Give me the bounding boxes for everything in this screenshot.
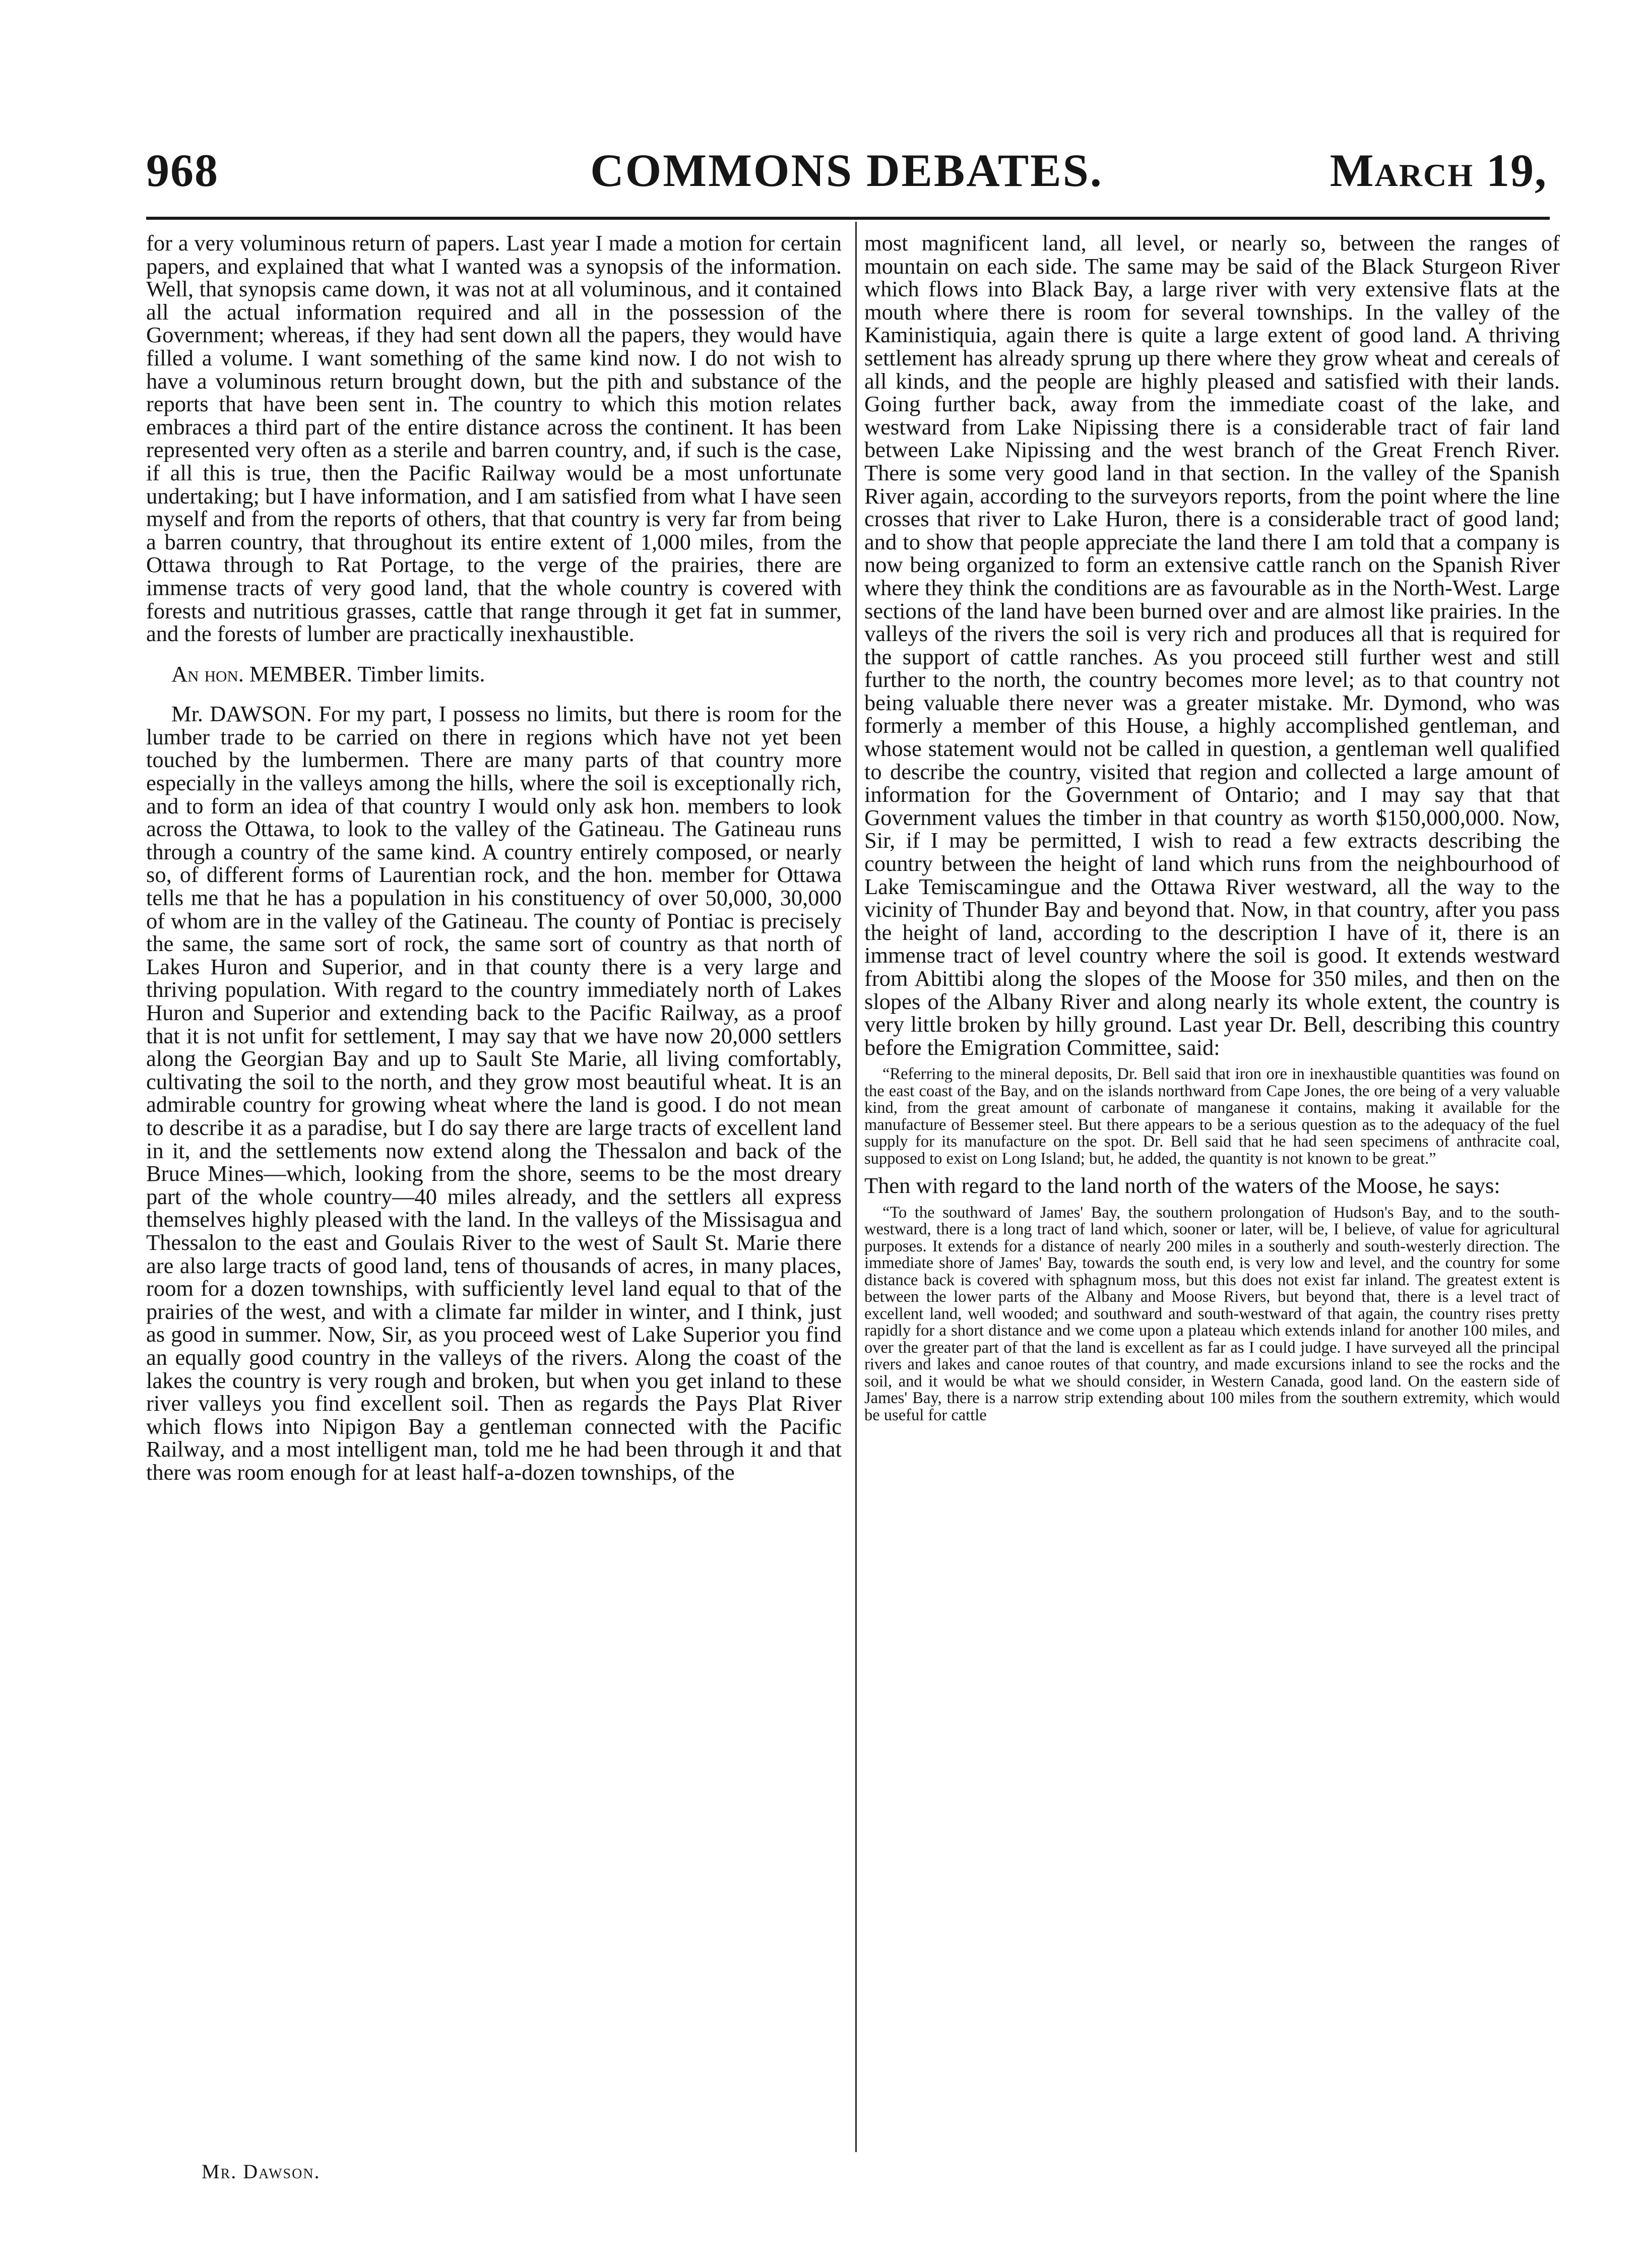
paragraph: Then with regard to the land north of the waters of the Moose, he says: bbox=[864, 1173, 1500, 1199]
paragraph-continued: most magnificent land, all level, or nearly so, between the ranges of mountain on each side. The same may be said of the Black Sturgeon River which flows into Black Bay, a large river with very extensive flats at the mouth where there is room for several townships. In the valley of the Kaministiquia, again there is quite a large extent of good land. A thriving settlement has already sprung up there where they grow wheat and cereals of all kinds, and the people are highly pleased and satisfied with their lands. Going further back, away from the immediate coast of the lake, and westward from Lake Nipissing there is a considerable tract of fair land between Lake Nipissing and the west branch of the Great French River. There is some very good land in that section. In the valley of the Spanish River again, according to the surveyors reports, from the point where the line crosses that river to Lake Huron, there is a considerable tract of good land; and to show that people appreciate the land there I am told that a company is now being organized to form an extensive cattle ranch on the Spanish River where they think the conditions are as favourable as in the North-West. Large sections of the land have been burned over and are almost like prairies. In the valleys of the rivers the soil is very rich and produces all that is required for the support of cattle ranches. As you proceed still further west and still further to the north, the country becomes more level; as to that country not being valuable there never was a greater mistake. Mr. Dymond, who was formerly a member of this House, a highly accomplished gentleman, and whose statement would not be called in question, a gentleman well qualified to describe the country, visited that region and collected a large amount of information for the Government of Ontario; and I may say that that Government values the timber in that country as worth $150,000,000. Now, Sir, if I may be permitted, I wish to read a few extracts describing the country between the height of land which runs from the neighbourhood of Lake Temiscamingue and the Ottawa River westward, all the way to the vicinity of Thunder Bay and beyond that. Now, in that country, after you pass the height of land, according to the description I have of it, there is an immense tract of level country where the soil is good. It extends westward from Abittibi along the slopes of the Moose for 350 miles, and then on the slopes of the Albany River and along nearly its whole extent, the country is very little broken by hilly ground. Last year Dr. Bell, describing this country before the Emigration Committee, said: bbox=[864, 230, 1560, 1060]
header-rule bbox=[146, 217, 1550, 220]
speech-dawson bbox=[146, 703, 842, 1484]
header-date: March 19, bbox=[1330, 145, 1547, 196]
page-header bbox=[146, 144, 1547, 204]
footer-speaker-name: Mr. Dawson. bbox=[202, 2160, 321, 2183]
quotation-block bbox=[864, 1066, 1560, 1167]
quotation-block bbox=[864, 1205, 1560, 1424]
running-title: COMMONS DEBATES. bbox=[590, 145, 1103, 196]
speech-text: Timber limits. bbox=[357, 661, 485, 686]
paragraph-continued: for a very voluminous return of papers. Last year I made a motion for certain papers, and explained that what I wanted was a synopsis of the information. Well, that synopsis came down, it was not at all voluminous, and it contained all the actual information required and all in the possession of the Government; whereas, if they had sent down all the papers, they would have filled a volume. I want something of the same kind now. I do not wish to have a voluminous return brought down, but the pith and substance of the reports that have been sent in. The country to which this motion relates embraces a third part of the entire distance across the continent. It has been represented very often as a sterile and barren country, and, if such is the case, if all this is true, then the Pacific Railway would be a most unfortunate undertaking; but I have information, and I am satisfied from what I have seen myself and from the reports of others, that that country is very far from being a barren country, that throughout its entire extent of 1,000 miles, from the Ottawa through to Rat Portage, to the verge of the prairies, there are immense tracts of very good land, that the whole country is covered with forests and nutritious grasses, cattle that range through it get fat in summer, and the forests of lumber are practically inexhaustible. bbox=[146, 230, 842, 647]
quotation-text: “Referring to the mineral deposits, Dr. Bell said that iron ore in inexhaustible quantities was found on the east coast of the Bay, and on the islands northward from Cape Jones, the ore being of a very valuable kind, from the great amount of carbonate of manganese it contains, making it available for the manufacture of Bessemer steel. But there appears to be a serious question as to the adequacy of the fuel supply for its manufacture on the spot. Dr. Bell said that he had seen specimens of anthracite coal, supposed to exist on Long Island; but, he added, the quantity is not known to be great.” bbox=[864, 1065, 1560, 1168]
right-column bbox=[864, 232, 1560, 1431]
speech-text: For my part, I possess no limits, but there is room for the lumber trade to be carried on there in regions which have not yet been touched by the lumbermen. There are many parts of that country more especially in the valleys among the hills, where the soil is exceptionally rich, and to form an idea of that country I would only ask hon. members to look across the Ottawa, to look to the valley of the Gatineau. The Gatineau runs through a country of the same kind. A country entirely composed, or nearly so, of different forms of Laurentian rock, and the hon. member for Ottawa tells me that he has a population in his constituency of over 50,000, 30,000 of whom are in the valley of the Gatineau. The county of Pontiac is precisely the same, the same sort of rock, the same sort of country as that north of Lakes Huron and Superior, and in that county there is a very large and thriving population. With regard to the country immediately north of Lakes Huron and Superior and extending back to the Pacific Railway, as a proof that it is not unfit for settlement, I may say that we have now 20,000 settlers along the Georgian Bay and up to Sault Ste Marie, all living comfortably, cultivating the soil to the north, and they grow most beautiful wheat. It is an admirable country for growing wheat where the land is good. I do not mean to describe it as a paradise, but I do say there are large tracts of excellent land in it, and the settlements now extend along the Thessalon and back of the Bruce Mines—which, looking from the shore, seems to be the most dreary part of the whole country—40 miles already, and the settlers all express themselves highly pleased with the land. In the valleys of the Missisagua and Thessalon to the east and Goulais River to the west of Sault St. Marie there are also large tracts of good land, tens of thousands of acres, in many places, room for a dozen townships, with sufficiently level land equal to that of the prairies of the west, and with a climate far milder in winter, and I think, just as good in summer. Now, Sir, as you proceed west of Lake Superior you find an equally good country in the valleys of the rivers. Along the coast of the lakes the country is very rough and broken, but when you get inland to these river valleys you find excellent soil. Then as regards the Pays Plat River which flows into Nipigon Bay a gentleman connected with the Pacific Railway, and a most intelligent man, told me he had been through it and that there was room enough for at least half-a-dozen townships, of the bbox=[146, 701, 842, 1485]
left-column bbox=[146, 232, 842, 1484]
column-divider bbox=[855, 222, 857, 2152]
quotation-text: “To the southward of James' Bay, the southern prolongation of Hudson's Bay, and to the south-westward, there is a long tract of land which, sooner or later, will be, I believe, of value for agricultural purposes. It extends for a distance of nearly 200 miles in a southerly and south-westerly direction. The immediate shore of James' Bay, towards the south end, is very low and level, and the country for some distance back is covered with sphagnum moss, but this does not exist far inland. The greatest extent is between the lower parts of the Albany and Moose Rivers, but beyond that, there is a level tract of excellent land, well wooded; and southward and south-westward of that again, the country rises pretty rapidly for a short distance and we come upon a plateau which extends inland for another 100 miles, and over the greater part of that the land is excellent as far as I could judge. I have surveyed all the principal rivers and lakes and canoe routes of that country, and made excursions inland to see the rocks and the soil, and it would be what we should consider, in Western Canada, good land. On the eastern side of James' Bay, there is a narrow strip extending about 100 miles from the southern extremity, which would be useful for cattle bbox=[864, 1203, 1560, 1424]
page-number: 968 bbox=[146, 145, 219, 196]
speaker-label: Mr. DAWSON. bbox=[171, 701, 312, 727]
speech-interjection bbox=[146, 663, 842, 686]
speaker-label: An hon. MEMBER. bbox=[171, 661, 353, 686]
